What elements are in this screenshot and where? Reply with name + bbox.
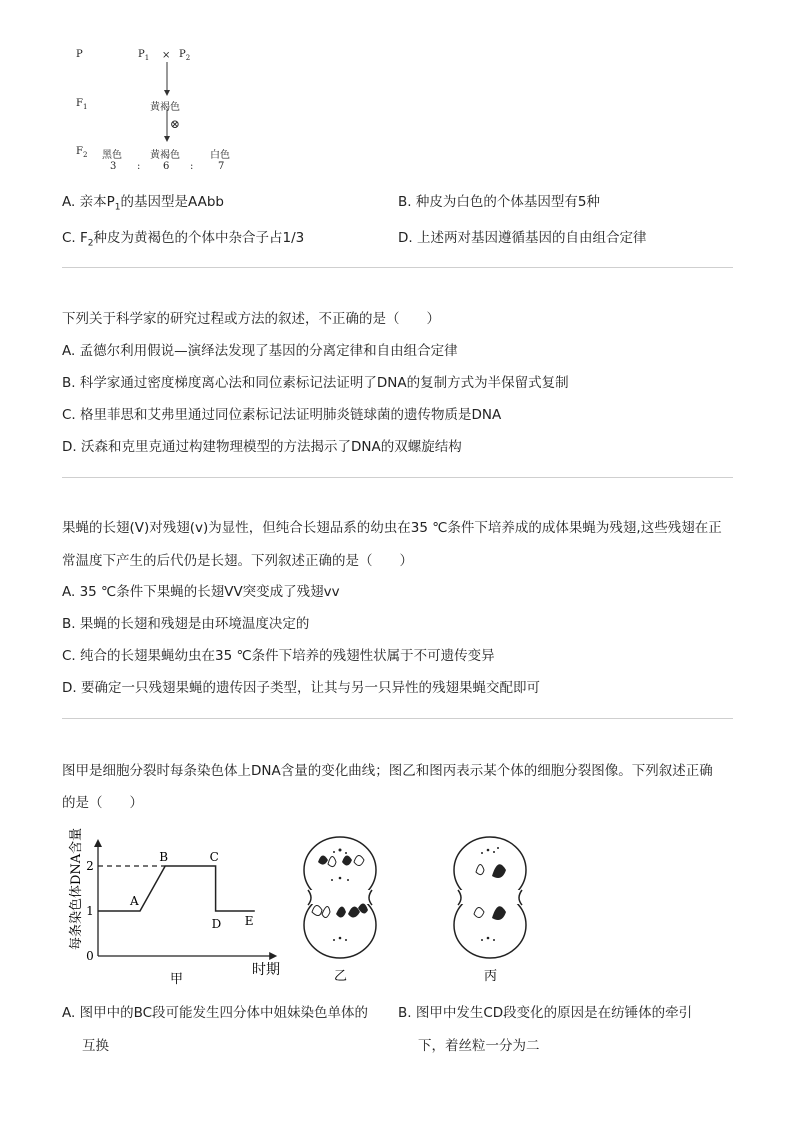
graph-y-tick-2: 2 bbox=[86, 859, 94, 873]
pedigree-f1-phenotype: 黄褐色 bbox=[150, 102, 180, 113]
q4-option-a-line1[interactable]: A. 图甲中的BC段可能发生四分体中姐妹染色单体的 bbox=[62, 1005, 369, 1021]
q3-option-c[interactable]: C. 纯合的长翅果蝇幼虫在35 ℃条件下培养的残翅性状属于不可遗传变异 bbox=[62, 648, 495, 664]
graph-point-label-a: A bbox=[130, 894, 139, 908]
divider bbox=[62, 477, 733, 478]
pedigree-p2: $P_2$ bbox=[179, 49, 191, 62]
chromosome-group-bottom bbox=[312, 903, 368, 941]
graph-curve bbox=[98, 866, 255, 911]
pedigree-f2-white: 白色 bbox=[210, 150, 230, 161]
pedigree-diagram bbox=[70, 40, 250, 175]
cell-figure-yi bbox=[298, 828, 388, 993]
q1-option-c[interactable]: C. $F_2$种皮为黄褐色的个体中杂合子占1/3 bbox=[62, 230, 305, 249]
graph-point-label-c: C bbox=[209, 850, 219, 864]
pedigree-ratio-colon: : bbox=[190, 161, 194, 172]
figure-caption-yi: 乙 bbox=[334, 969, 348, 984]
pedigree-f2-label: $F_2$ bbox=[76, 146, 88, 159]
q2-option-b[interactable]: B. 科学家通过密度梯度离心法和同位素标记法证明了DNA的复制方式为半保留式复制 bbox=[62, 375, 569, 391]
chromosome-group-top bbox=[318, 849, 364, 882]
pedigree-ratio-colon: : bbox=[137, 161, 141, 172]
q4-option-b-line1[interactable]: B. 图甲中发生CD段变化的原因是在纺锤体的牵引 bbox=[398, 1005, 693, 1021]
q3-option-a[interactable]: A. 35 ℃条件下果蝇的长翅VV突变成了残翅vv bbox=[62, 584, 340, 600]
pedigree-p-label: P bbox=[76, 49, 83, 60]
graph-x-axis-label: 时期 bbox=[252, 962, 280, 978]
q3-stem-line1: 果蝇的长翅(V)对残翅(v)为显性，但纯合长翅品系的幼虫在35 ℃条件下培养成的成体果蝇为残翅,这些残翅在正 bbox=[62, 520, 722, 536]
q4-option-a-line2[interactable]: 互换 bbox=[82, 1038, 109, 1054]
graph-x-axis-arrow bbox=[269, 952, 277, 960]
pedigree-ratio-white: 7 bbox=[218, 161, 225, 172]
q3-stem-line2: 常温度下产生的后代仍是长翅。下列叙述正确的是（ ） bbox=[62, 553, 413, 569]
q1-option-a[interactable]: A. 亲本$P_1$的基因型是AAbb bbox=[62, 194, 224, 213]
graph-point-label-d: D bbox=[211, 917, 222, 931]
graph-y-axis-arrow bbox=[94, 839, 102, 847]
pedigree-p1: $P_1$ bbox=[138, 49, 150, 62]
dna-content-graph bbox=[62, 815, 302, 985]
graph-y-tick-0: 0 bbox=[86, 949, 94, 963]
q2-stem: 下列关于科学家的研究过程或方法的叙述，不正确的是（ ） bbox=[62, 311, 440, 327]
graph-point-label-e: E bbox=[244, 914, 254, 928]
pedigree-f1-label: $F_1$ bbox=[76, 98, 88, 111]
pedigree-ratio-black: 3 bbox=[110, 161, 117, 172]
graph-y-axis-label: 每条染色体DNA含量 bbox=[69, 827, 84, 950]
q1-option-d[interactable]: D. 上述两对基因遵循基因的自由组合定律 bbox=[398, 230, 647, 246]
divider bbox=[62, 267, 733, 268]
q2-option-c[interactable]: C. 格里菲思和艾弗里通过同位素标记法证明肺炎链球菌的遗传物质是DNA bbox=[62, 407, 502, 423]
pedigree-f2-black: 黑色 bbox=[102, 150, 122, 161]
chromosome-group-bottom bbox=[474, 906, 506, 941]
q3-option-d[interactable]: D. 要确定一只残翅果蝇的遗传因子类型，让其与另一只异性的残翅果蝇交配即可 bbox=[62, 680, 540, 696]
chromosome-group-top bbox=[476, 847, 506, 878]
pedigree-selfing-symbol: ⊗ bbox=[170, 117, 181, 131]
q3-option-b[interactable]: B. 果蝇的长翅和残翅是由环境温度决定的 bbox=[62, 616, 310, 632]
pedigree-cross: × bbox=[162, 50, 171, 61]
graph-point-label-b: B bbox=[159, 850, 169, 864]
pedigree-f2-yellow: 黄褐色 bbox=[150, 150, 180, 161]
graph-caption: 甲 bbox=[170, 972, 184, 985]
figure-caption-bing: 丙 bbox=[484, 969, 498, 984]
q4-stem-line1: 图甲是细胞分裂时每条染色体上DNA含量的变化曲线；图乙和图丙表示某个体的细胞分裂图像。下列叙述正确 bbox=[62, 763, 713, 779]
q4-option-b-line2[interactable]: 下，着丝粒一分为二 bbox=[418, 1038, 540, 1054]
q4-stem-line2: 的是（ ） bbox=[62, 795, 143, 811]
q2-option-d[interactable]: D. 沃森和克里克通过构建物理模型的方法揭示了DNA的双螺旋结构 bbox=[62, 439, 462, 455]
divider bbox=[62, 718, 733, 719]
graph-y-tick-1: 1 bbox=[86, 904, 94, 918]
cell-figure-bing bbox=[448, 828, 538, 993]
pedigree-ratio-yellow: 6 bbox=[163, 161, 170, 172]
q1-option-b[interactable]: B. 种皮为白色的个体基因型有5种 bbox=[398, 194, 600, 210]
q2-option-a[interactable]: A. 孟德尔利用假说—演绎法发现了基因的分离定律和自由组合定律 bbox=[62, 343, 458, 359]
